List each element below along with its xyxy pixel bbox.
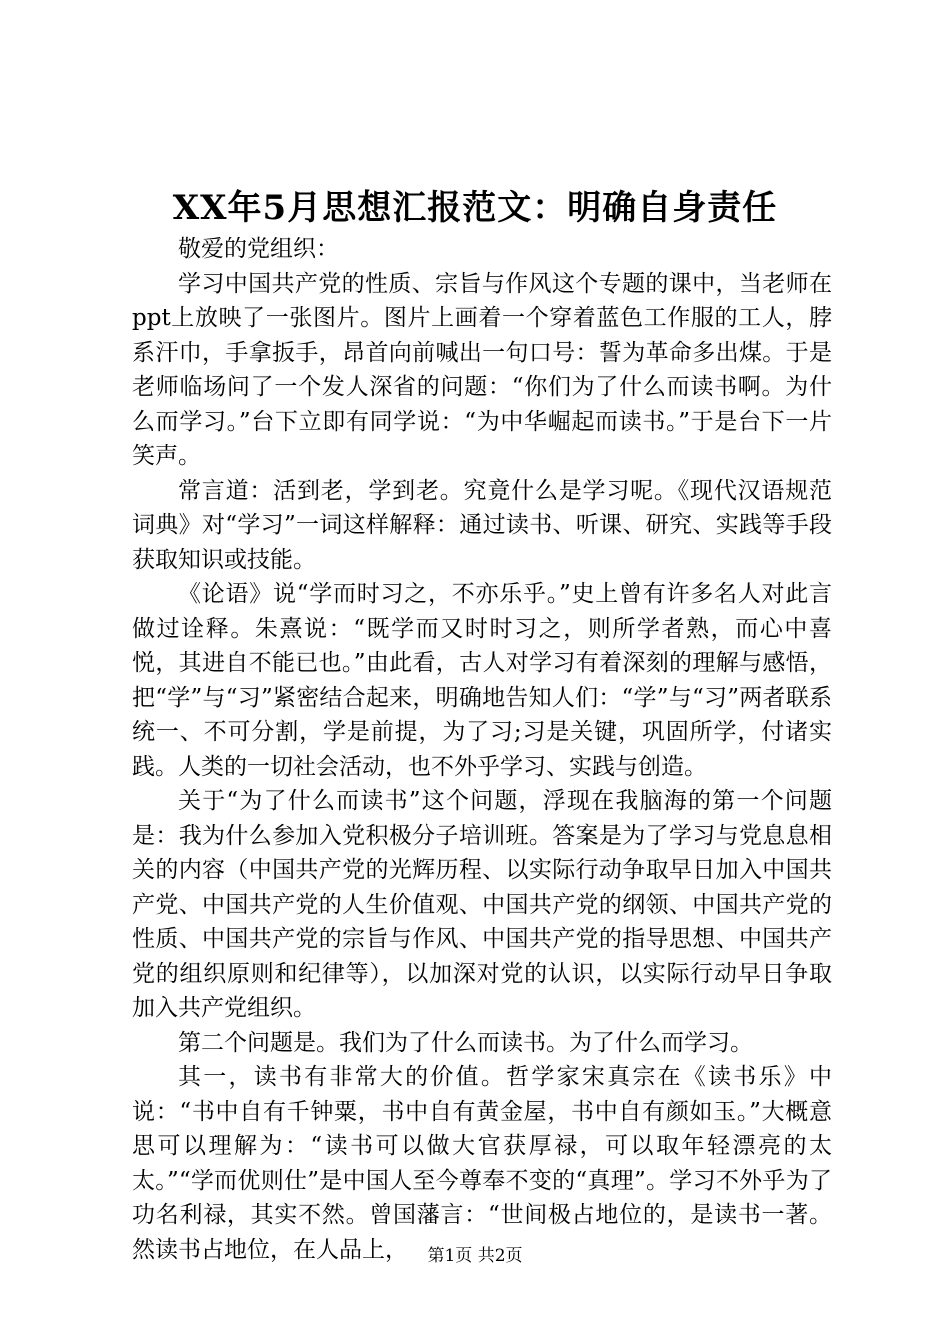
document-title: XX年5月思想汇报范文：明确自身责任: [172, 188, 778, 228]
paragraph: 第二个问题是。我们为了什么而读书。为了什么而学习。: [178, 1029, 753, 1056]
page-number-footer: 第1页 共2页: [427, 1246, 523, 1266]
document-body: [132, 232, 832, 1267]
paragraph: 《论语》说“学而时习之，不亦乐乎。”史上曾有许多名人对此言做过诠释。朱熹说：“既学而又时时习之，则所学者熟，而心中喜悦，其进自不能已也。”由此看，古人对学习有着深刻的理解与感悟，把“学”与“习”紧密结合起来，明确地告知人们：“学”与“习”两者联系统一、不可分割，学是前提，为了习;习是关键，巩固所学，付诸实践。人类的一切社会活动，也不外乎学习、实践与创造。: [132, 581, 832, 780]
paragraph: 其一，读书有非常大的价值。哲学家宋真宗在《读书乐》中说：“书中自有千钟粟，书中自有黄金屋，书中自有颜如玉。”大概意思可以理解为：“读书可以做大官获厚禄，可以取年轻漂亮的太太。”“学而优则仕”是中国人至今尊奉不变的“真理”。学习不外乎为了功名利禄，其实不然。曾国藩言：“世间极占地位的，是读书一著。然读书占地位，在人品上，: [132, 1064, 832, 1263]
salutation: 敬爱的党组织：: [178, 236, 339, 262]
paragraph: 常言道：活到老，学到老。究竟什么是学习呢。《现代汉语规范词典》对“学习”一词这样解释：通过读书、听课、研究、实践等手段获取知识或技能。: [132, 477, 832, 573]
paragraph: 关于“为了什么而读书”这个问题，浮现在我脑海的第一个问题是：我为什么参加入党积极分子培训班。答案是为了学习与党息息相关的内容（中国共产党的光辉历程、以实际行动争取早日加入中国共产党、中国共产党的人生价值观、中国共产党的纲领、中国共产党的性质、中国共产党的宗旨与作风、中国共产党的指导思想、中国共产党的组织原则和纪律等），以加深对党的认识，以实际行动早日争取加入共产党组织。: [132, 788, 832, 1021]
paragraph: 学习中国共产党的性质、宗旨与作风这个专题的课中，当老师在ppt上放映了一张图片。图片上画着一个穿着蓝色工作服的工人，脖系汗巾，手拿扳手，昂首向前喊出一句口号：誓为革命多出煤。于是老师临场问了一个发人深省的问题：“你们为了什么而读书啊。为什么而学习。”台下立即有同学说：“为中华崛起而读书。”于是台下一片笑声。: [132, 270, 832, 469]
